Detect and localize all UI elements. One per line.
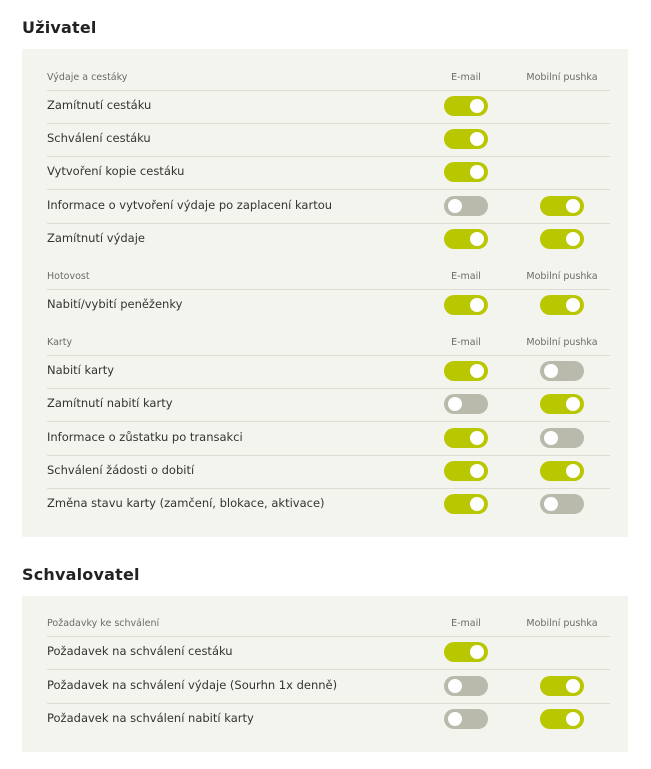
- group-header-vydaje: [47, 70, 610, 91]
- email-toggle[interactable]: [444, 494, 488, 514]
- row-label: Informace o zůstatku po transakci: [47, 430, 243, 444]
- toggle-knob: [470, 645, 484, 659]
- setting-row: [47, 388, 610, 422]
- group-label: Hotovost: [47, 271, 90, 282]
- column-header-push: Mobilní pushka: [526, 72, 598, 83]
- email-toggle[interactable]: [444, 428, 488, 448]
- setting-row: [47, 190, 610, 224]
- toggle-knob: [544, 497, 558, 511]
- row-label: Informace o vytvoření výdaje po zaplacení kartou: [47, 198, 333, 212]
- column-header-email: E-mail: [451, 337, 481, 348]
- column-header-email: E-mail: [451, 72, 481, 83]
- setting-row: [47, 488, 610, 521]
- row-label: Zamítnutí výdaje: [47, 231, 145, 245]
- email-toggle[interactable]: [444, 96, 488, 116]
- group-header-pozadavky: [47, 616, 610, 637]
- email-toggle[interactable]: [444, 642, 488, 662]
- toggle-knob: [566, 199, 580, 213]
- row-label: Změna stavu karty (zamčení, blokace, aktivace): [47, 496, 325, 510]
- row-label: Požadavek na schválení nabití karty: [47, 711, 254, 725]
- toggle-knob: [470, 497, 484, 511]
- push-toggle[interactable]: [540, 394, 584, 414]
- toggle-knob: [448, 199, 462, 213]
- group-label: Výdaje a cestáky: [47, 72, 128, 83]
- group-header-hotovost: [47, 269, 610, 290]
- toggle-knob: [544, 431, 558, 445]
- email-toggle[interactable]: [444, 709, 488, 729]
- toggle-knob: [448, 712, 462, 726]
- row-label: Požadavek na schválení výdaje (Sourhn 1x denně): [47, 678, 338, 692]
- panel-schvalovatel: [22, 596, 628, 752]
- toggle-knob: [566, 464, 580, 478]
- toggle-knob: [470, 431, 484, 445]
- push-toggle[interactable]: [540, 295, 584, 315]
- setting-row: [47, 289, 610, 322]
- toggle-knob: [566, 232, 580, 246]
- column-header-push: Mobilní pushka: [526, 337, 598, 348]
- toggle-knob: [470, 364, 484, 378]
- email-toggle[interactable]: [444, 676, 488, 696]
- group-header-karty: [47, 335, 610, 356]
- toggle-knob: [566, 298, 580, 312]
- setting-row: [47, 636, 610, 670]
- push-toggle[interactable]: [540, 461, 584, 481]
- row-label: Nabití karty: [47, 363, 115, 377]
- section-title-schvalovatel: Schvalovatel: [22, 565, 140, 584]
- push-toggle[interactable]: [540, 229, 584, 249]
- row-label: Nabití/vybití peněženky: [47, 297, 183, 311]
- setting-row: [47, 90, 610, 124]
- setting-row: [47, 355, 610, 389]
- row-label: Zamítnutí nabití karty: [47, 396, 173, 410]
- column-header-email: E-mail: [451, 618, 481, 629]
- row-label: Schválení žádosti o dobití: [47, 463, 195, 477]
- toggle-knob: [470, 298, 484, 312]
- email-toggle[interactable]: [444, 229, 488, 249]
- setting-row: [47, 455, 610, 489]
- push-toggle[interactable]: [540, 361, 584, 381]
- row-label: Vytvoření kopie cestáku: [47, 164, 185, 178]
- toggle-knob: [470, 165, 484, 179]
- push-toggle[interactable]: [540, 494, 584, 514]
- section-title-uzivatel: Uživatel: [22, 18, 97, 37]
- toggle-knob: [470, 464, 484, 478]
- email-toggle[interactable]: [444, 196, 488, 216]
- setting-row: [47, 422, 610, 456]
- email-toggle[interactable]: [444, 162, 488, 182]
- panel-uzivatel: [22, 49, 628, 537]
- setting-row: [47, 123, 610, 157]
- column-header-email: E-mail: [451, 271, 481, 282]
- toggle-knob: [566, 712, 580, 726]
- toggle-knob: [566, 397, 580, 411]
- push-toggle[interactable]: [540, 709, 584, 729]
- toggle-knob: [448, 397, 462, 411]
- column-header-push: Mobilní pushka: [526, 271, 598, 282]
- column-header-push: Mobilní pushka: [526, 618, 598, 629]
- toggle-knob: [544, 364, 558, 378]
- email-toggle[interactable]: [444, 295, 488, 315]
- push-toggle[interactable]: [540, 428, 584, 448]
- toggle-knob: [448, 679, 462, 693]
- group-label: Požadavky ke schválení: [47, 618, 160, 629]
- group-label: Karty: [47, 337, 73, 348]
- setting-row: [47, 670, 610, 704]
- setting-row: [47, 703, 610, 736]
- email-toggle[interactable]: [444, 394, 488, 414]
- toggle-knob: [566, 679, 580, 693]
- setting-row: [47, 156, 610, 190]
- push-toggle[interactable]: [540, 676, 584, 696]
- toggle-knob: [470, 232, 484, 246]
- row-label: Schválení cestáku: [47, 131, 151, 145]
- setting-row: [47, 223, 610, 256]
- email-toggle[interactable]: [444, 129, 488, 149]
- email-toggle[interactable]: [444, 361, 488, 381]
- row-label: Požadavek na schválení cestáku: [47, 644, 233, 658]
- row-label: Zamítnutí cestáku: [47, 98, 152, 112]
- email-toggle[interactable]: [444, 461, 488, 481]
- push-toggle[interactable]: [540, 196, 584, 216]
- toggle-knob: [470, 99, 484, 113]
- toggle-knob: [470, 132, 484, 146]
